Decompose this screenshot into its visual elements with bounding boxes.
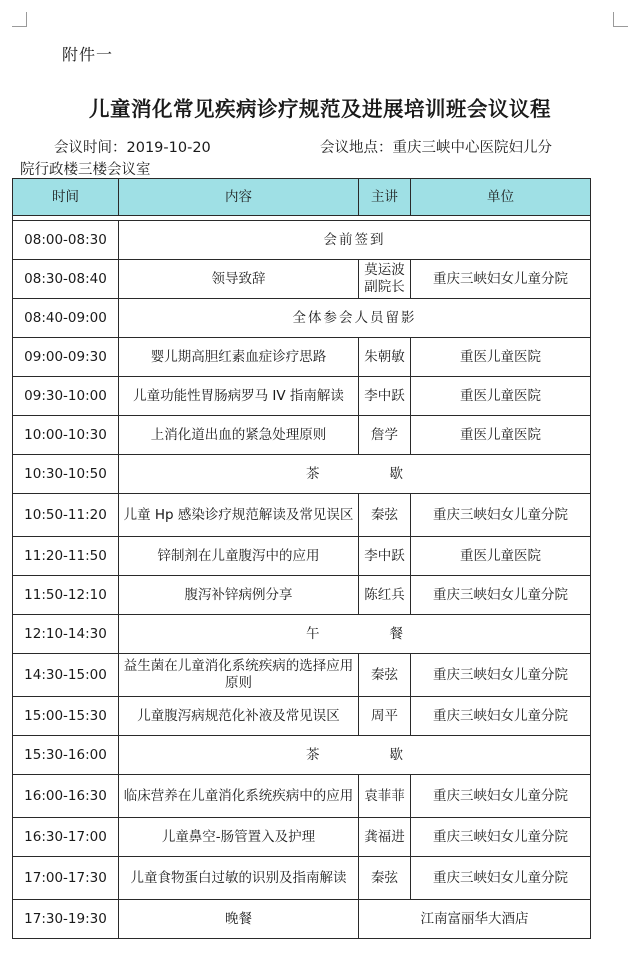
- speaker-cell: 袁菲菲: [359, 775, 411, 818]
- time-cell: 12:10-14:30: [13, 615, 119, 654]
- content-cell: 儿童食物蛋白过敏的识别及指南解读: [119, 857, 359, 900]
- agenda-body: [13, 221, 591, 939]
- time-cell: 10:50-11:20: [13, 494, 119, 537]
- time-cell: 10:30-10:50: [13, 455, 119, 494]
- time-cell: 10:00-10:30: [13, 416, 119, 455]
- content-cell: 婴儿期高胆红素血症诊疗思路: [119, 338, 359, 377]
- time-cell: 16:00-16:30: [13, 775, 119, 818]
- column-header-time: 时间: [13, 179, 119, 216]
- content-cell: 儿童鼻空-肠管置入及护理: [119, 818, 359, 857]
- time-cell: 17:30-19:30: [13, 900, 119, 939]
- time-cell: 09:00-09:30: [13, 338, 119, 377]
- page-corner-mark-left: [12, 12, 27, 27]
- column-header-content: 内容: [119, 179, 359, 216]
- merged-activity-cell: 全体参会人员留影: [119, 299, 591, 338]
- content-cell: 领导致辞: [119, 260, 359, 299]
- column-header-unit: 单位: [411, 179, 591, 216]
- break-label-first: 午: [306, 625, 320, 642]
- table-row: [13, 857, 591, 900]
- time-cell: 15:00-15:30: [13, 697, 119, 736]
- unit-cell: 重庆三峡妇女儿童分院: [411, 494, 591, 537]
- table-row: [13, 299, 591, 338]
- attachment-label: 附件一: [62, 45, 114, 64]
- unit-cell: 重医儿童医院: [411, 416, 591, 455]
- agenda-table: [12, 178, 591, 939]
- unit-cell: 重庆三峡妇女儿童分院: [411, 857, 591, 900]
- speaker-cell: 朱朝敏: [359, 338, 411, 377]
- page-corner-mark-right: [613, 12, 628, 27]
- table-row: [13, 537, 591, 576]
- table-row: [13, 260, 591, 299]
- speaker-cell: 秦弦: [359, 654, 411, 697]
- unit-cell: 重庆三峡妇女儿童分院: [411, 260, 591, 299]
- table-row: [13, 416, 591, 455]
- meeting-time: 会议时间：2019-10-20: [54, 140, 211, 156]
- content-cell: 儿童 Hp 感染诊疗规范解读及常见误区: [119, 494, 359, 537]
- meeting-place-continued: 院行政楼三楼会议室: [20, 162, 151, 178]
- table-row: [13, 221, 591, 260]
- unit-cell: 重庆三峡妇女儿童分院: [411, 576, 591, 615]
- table-row: [13, 697, 591, 736]
- time-cell: 14:30-15:00: [13, 654, 119, 697]
- speaker-cell: 李中跃: [359, 537, 411, 576]
- time-cell: 15:30-16:00: [13, 736, 119, 775]
- table-row: [13, 455, 591, 494]
- table-row: [13, 736, 591, 775]
- break-label-first: 茶: [306, 465, 320, 482]
- break-label-second: 歇: [389, 465, 403, 482]
- time-cell: 11:20-11:50: [13, 537, 119, 576]
- table-row: [13, 576, 591, 615]
- column-header-speaker: 主讲: [359, 179, 411, 216]
- time-cell: 08:00-08:30: [13, 221, 119, 260]
- time-cell: 08:40-09:00: [13, 299, 119, 338]
- unit-cell: 重医儿童医院: [411, 338, 591, 377]
- speaker-cell: 龚福进: [359, 818, 411, 857]
- speaker-cell: 秦弦: [359, 857, 411, 900]
- content-cell: 临床营养在儿童消化系统疾病中的应用: [119, 775, 359, 818]
- content-cell: 儿童腹泻病规范化补液及常见误区: [119, 697, 359, 736]
- table-row: [13, 377, 591, 416]
- table-row: [13, 615, 591, 654]
- speaker-cell: 周平: [359, 697, 411, 736]
- time-cell: 16:30-17:00: [13, 818, 119, 857]
- time-cell: 08:30-08:40: [13, 260, 119, 299]
- merged-activity-cell: 会前签到: [119, 221, 591, 260]
- table-row: [13, 775, 591, 818]
- speaker-cell: 莫运波副院长: [359, 260, 411, 299]
- table-row: [13, 900, 591, 939]
- document-title: 儿童消化常见疾病诊疗规范及进展培训班会议议程: [89, 97, 551, 121]
- time-cell: 11:50-12:10: [13, 576, 119, 615]
- unit-cell: 重医儿童医院: [411, 377, 591, 416]
- time-cell: 17:00-17:30: [13, 857, 119, 900]
- unit-cell: 重庆三峡妇女儿童分院: [411, 775, 591, 818]
- content-cell: 上消化道出血的紧急处理原则: [119, 416, 359, 455]
- unit-cell: 重庆三峡妇女儿童分院: [411, 697, 591, 736]
- content-cell: 儿童功能性胃肠病罗马 IV 指南解读: [119, 377, 359, 416]
- table-row: [13, 654, 591, 697]
- break-cell: [119, 455, 591, 494]
- speaker-cell: 陈红兵: [359, 576, 411, 615]
- break-cell: [119, 736, 591, 775]
- unit-cell: 重庆三峡妇女儿童分院: [411, 818, 591, 857]
- content-cell: 晚餐: [119, 900, 359, 939]
- venue-cell: 江南富丽华大酒店: [359, 900, 591, 939]
- time-cell: 09:30-10:00: [13, 377, 119, 416]
- speaker-cell: 詹学: [359, 416, 411, 455]
- break-cell: [119, 615, 591, 654]
- break-label-first: 茶: [306, 746, 320, 763]
- break-label-second: 餐: [389, 625, 403, 642]
- content-cell: 腹泻补锌病例分享: [119, 576, 359, 615]
- break-label-second: 歇: [389, 746, 403, 763]
- table-row: [13, 494, 591, 537]
- speaker-cell: 秦弦: [359, 494, 411, 537]
- unit-cell: 重庆三峡妇女儿童分院: [411, 654, 591, 697]
- table-row: [13, 818, 591, 857]
- meeting-place: 会议地点：重庆三峡中心医院妇儿分: [320, 140, 552, 156]
- table-row: [13, 338, 591, 377]
- content-cell: 益生菌在儿童消化系统疾病的选择应用原则: [119, 654, 359, 697]
- speaker-cell: 李中跃: [359, 377, 411, 416]
- content-cell: 锌制剂在儿童腹泻中的应用: [119, 537, 359, 576]
- agenda-header-row: [13, 179, 591, 216]
- unit-cell: 重医儿童医院: [411, 537, 591, 576]
